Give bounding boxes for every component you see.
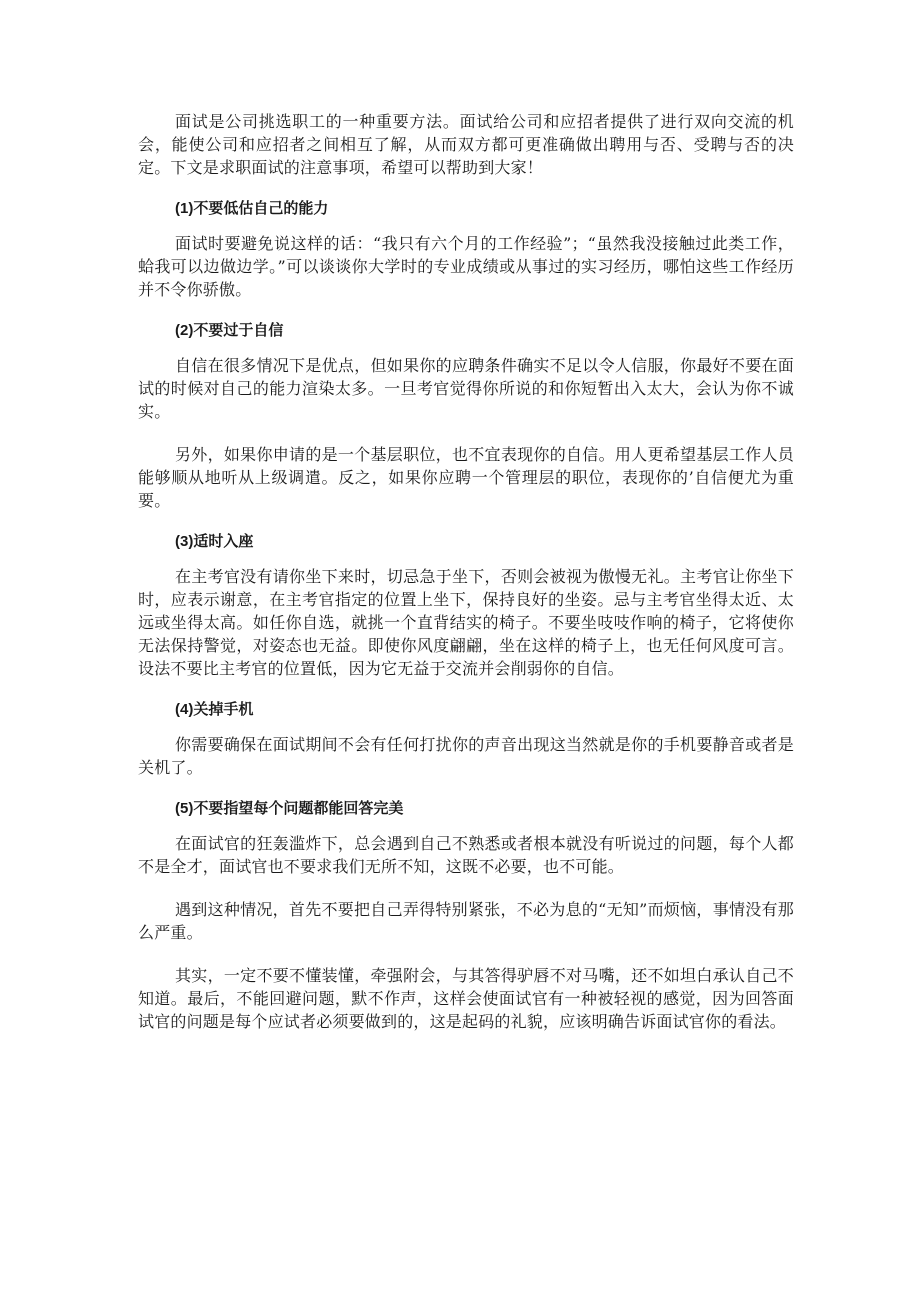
section-5-heading: (5)不要指望每个问题都能回答完美 (175, 800, 404, 817)
section-2-paragraph-2: 另外，如果你申请的是一个基层职位，也不宜表现你的自信。用人更希望基层工作人员能够顺从地听从上级调遣。反之，如果你应聘一个管理层的职位，表现你的’自信便尤为重要。 (138, 445, 794, 510)
section-1-paragraph-1: 面试时要避免说这样的话：“我只有六个月的工作经验”；“虽然我没接触过此类工作，蛤我可以边做边学。”可以谈谈你大学时的专业成绩或从事过的实习经历，哪怕这些工作经历并不令你骄傲。 (138, 234, 794, 299)
section-2-heading: (2)不要过于自信 (175, 322, 284, 339)
section-4-paragraph-1: 你需要确保在面试期间不会有任何打扰你的声音出现这当然就是你的手机要静音或者是关机了。 (138, 735, 794, 777)
section-5-paragraph-3: 其实，一定不要不懂装懂，牵强附会，与其答得驴唇不对马嘴，还不如坦白承认自己不知道。最后，不能回避问题，默不作声，这样会使面试官有一种被轻视的感觉，因为回答面试官的问题是每个应试者必须要做到的，这是起码的礼貌，应该明确告诉面试官你的看法。 (138, 966, 794, 1031)
intro-paragraph: 面试是公司挑选职工的一种重要方法。面试给公司和应招者提供了进行双向交流的机会，能使公司和应招者之间相互了解，从而双方都可更准确做出聘用与否、受聘与否的决定。下文是求职面试的注意事项，希望可以帮助到大家！ (138, 112, 794, 177)
section-1-heading: (1)不要低估自己的能力 (175, 200, 329, 217)
section-5-paragraph-1: 在面试官的狂轰滥炸下，总会遇到自己不熟悉或者根本就没有听说过的问题，每个人都不是全才，面试官也不要求我们无所不知，这既不必要，也不可能。 (138, 834, 794, 876)
document-body (138, 110, 794, 1033)
section-5-paragraph-2: 遇到这种情况，首先不要把自己弄得特别紧张，不必为息的“无知”而烦恼，事情没有那么严重。 (138, 900, 794, 942)
section-2-paragraph-1: 自信在很多情况下是优点，但如果你的应聘条件确实不足以令人信服，你最好不要在面试的时候对自己的能力渲染太多。一旦考官觉得你所说的和你短暂出入太大，会认为你不诚实。 (138, 356, 794, 421)
section-4-heading: (4)关掉手机 (175, 701, 254, 718)
section-3-heading: (3)适时入座 (175, 533, 254, 550)
section-3-paragraph-1: 在主考官没有请你坐下来时，切忌急于坐下，否则会被视为傲慢无礼。主考官让你坐下时，应表示谢意，在主考官指定的位置上坐下，保持良好的坐姿。忌与主考官坐得太近、太远或坐得太高。如任你自选，就挑一个直背结实的椅子。不要坐吱吱作响的椅子，它将使你无法保持警觉，对姿态也无益。即使你风度翩翩，坐在这样的椅子上，也无任何风度可言。设法不要比主考官的位置低，因为它无益于交流并会削弱你的自信。 (138, 567, 794, 678)
